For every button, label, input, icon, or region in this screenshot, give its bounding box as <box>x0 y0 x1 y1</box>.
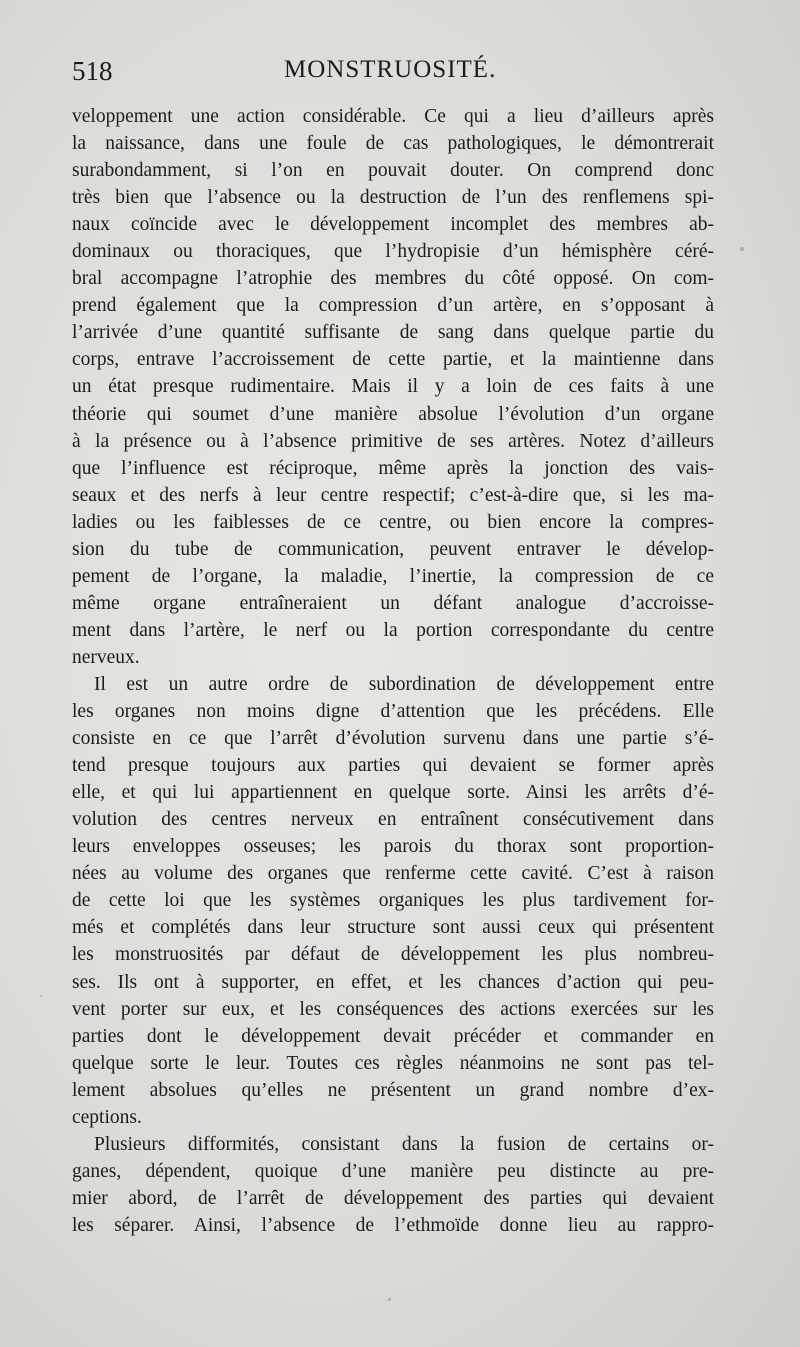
text-line: l’arrivée d’une quantité suffisante de sang dans quelque partie du <box>72 322 714 344</box>
text-line: à la présence ou à l’absence primitive de ses artères. Notez d’ailleurs <box>72 430 714 452</box>
text-line: théorie qui soumet d’une manière absolue l’évolution d’un organe <box>72 403 714 425</box>
text-line: nerveux. <box>72 646 140 668</box>
text-line: les séparer. Ainsi, l’absence de l’ethmoïde donne lieu au rappro- <box>72 1214 714 1236</box>
text-line: les monstruosités par défaut de développement les plus nombreu- <box>72 944 714 966</box>
text-line: tend presque toujours aux parties qui devaient se former après <box>72 755 714 777</box>
text-line: corps, entrave l’accroissement de cette partie, et la maintienne dans <box>72 349 714 371</box>
page-number: 518 <box>72 56 113 86</box>
text-line: dominaux ou thoraciques, que l’hydropisie d’un hémisphère céré- <box>72 241 714 263</box>
text-line: consiste en ce que l’arrêt d’évolution survenu dans une partie s’é- <box>72 728 714 750</box>
paper-speck <box>388 1298 391 1301</box>
text-line: ceptions. <box>72 1106 142 1128</box>
text-line: les organes non moins digne d’attention que les précédens. Elle <box>72 701 714 723</box>
text-line: mier abord, de l’arrêt de développement des parties qui devaient <box>72 1187 714 1209</box>
paper-speck <box>740 247 744 251</box>
text-line: que l’influence est réciproque, même après la jonction des vais- <box>72 457 714 479</box>
paragraph-first-line: Plusieurs difformités, consistant dans la fusion de certains or- <box>94 1133 714 1155</box>
text-line: même organe entraîneraient un défant analogue d’accroisse- <box>72 592 714 614</box>
text-line: de cette loi que les systèmes organiques les plus tardivement for- <box>72 890 714 912</box>
text-line: seaux et des nerfs à leur centre respectif; c’est-à-dire que, si les ma- <box>72 484 714 506</box>
text-line: ses. Ils ont à supporter, en effet, et les chances d’action qui peu- <box>72 971 714 993</box>
text-line: elle, et qui lui appartiennent en quelque sorte. Ainsi les arrêts d’é- <box>72 782 714 804</box>
text-line: més et complétés dans leur structure sont aussi ceux qui présentent <box>72 917 714 939</box>
text-line: naux coïncide avec le développement incomplet des membres ab- <box>72 214 714 236</box>
text-line: ladies ou les faiblesses de ce centre, ou bien encore la compres- <box>72 511 714 533</box>
text-line: nées au volume des organes que renferme cette cavité. C’est à raison <box>72 863 714 885</box>
text-line: lement absolues qu’elles ne présentent un grand nombre d’ex- <box>72 1079 714 1101</box>
text-line: volution des centres nerveux en entraînent consécutivement dans <box>72 809 714 831</box>
text-line: très bien que l’absence ou la destruction de l’un des renflemens spi- <box>72 187 714 209</box>
text-line: quelque sorte le leur. Toutes ces règles néanmoins ne sont pas tel- <box>72 1052 714 1074</box>
body-text <box>72 103 714 1239</box>
text-line: pement de l’organe, la maladie, l’inertie, la compression de ce <box>72 565 714 587</box>
text-line: la naissance, dans une foule de cas pathologiques, le démontrerait <box>72 133 714 155</box>
text-line: ment dans l’artère, le nerf ou la portion correspondante du centre <box>72 619 714 641</box>
running-title: MONSTRUOSITÉ. <box>284 56 497 83</box>
page-header <box>72 56 714 92</box>
text-line: sion du tube de communication, peuvent entraver le dévelop- <box>72 538 714 560</box>
text-line: leurs enveloppes osseuses; les parois du thorax sont proportion- <box>72 836 714 858</box>
text-line: bral accompagne l’atrophie des membres du côté opposé. On com- <box>72 268 714 290</box>
text-line: prend également que la compression d’un artère, en s’opposant à <box>72 295 714 317</box>
text-line: un état presque rudimentaire. Mais il y a loin de ces faits à une <box>72 376 714 398</box>
text-line: vent porter sur eux, et les conséquences des actions exercées sur les <box>72 998 714 1020</box>
paragraph-first-line: Il est un autre ordre de subordination de développement entre <box>94 673 714 695</box>
paper-speck <box>40 995 42 997</box>
text-line: veloppement une action considérable. Ce qui a lieu d’ailleurs après <box>72 106 714 127</box>
text-line: ganes, dépendent, quoique d’une manière peu distincte au pre- <box>72 1160 714 1182</box>
text-line: surabondamment, si l’on en pouvait douter. On comprend donc <box>72 160 714 182</box>
text-line: parties dont le développement devait précéder et commander en <box>72 1025 714 1047</box>
